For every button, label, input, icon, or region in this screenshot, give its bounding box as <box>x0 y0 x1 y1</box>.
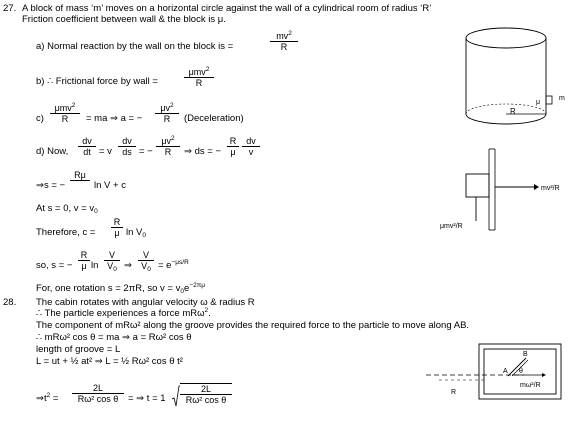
q28-t-prefix: $\Rightarrow t^2$ = <box>36 392 59 404</box>
so-s-d3: V <box>141 261 148 271</box>
so-s-frac2: $\frac{V}{V_0}$ <box>104 250 120 271</box>
q27-part-d-n2: dv <box>122 136 132 146</box>
q27-part-d-d2: ds <box>118 146 136 157</box>
q27-part-d-d3: R <box>156 146 180 157</box>
q27-part-d-frac4 <box>227 136 239 157</box>
force-label: mω²/R <box>520 382 541 389</box>
q27-part-c-den1: R <box>50 113 80 124</box>
force-label-left: μmv²/R <box>440 223 463 230</box>
so-s-arrow: ⇒ <box>124 260 132 271</box>
q27-part-c-den2: R <box>155 113 179 124</box>
theta-label: θ <box>519 368 523 375</box>
q28-t-fraction2 <box>180 383 232 405</box>
cabin-groove-figure <box>424 342 564 402</box>
q27-part-c-fraction1: μmv$^2$ R <box>50 103 80 124</box>
q28-t-fraction1 <box>72 383 124 404</box>
one-rotation-text: For, one rotation s = 2πR, so v = v <box>36 283 181 294</box>
q28-line1: The cabin rotates with angular velocity ω & radius R <box>36 297 255 308</box>
cylinder-bottom-front <box>466 114 546 124</box>
so-s-exponential <box>158 260 189 271</box>
q28-number: 28. <box>3 297 17 308</box>
q27-part-d-frac2 <box>118 136 136 157</box>
one-rotation-line: For, one rotation s = 2πR, so $v = v_0e^{-2\pi\mu}$ <box>36 282 205 295</box>
one-rotation-exp: −2πμ <box>189 282 205 289</box>
q27-text-line2: Friction coefficient between wall & the block is μ. <box>22 14 226 25</box>
q27-part-d-n5: dv <box>246 136 256 146</box>
q28-t-num2: 2L <box>200 384 211 394</box>
q27-part-d-n4: R <box>229 136 237 146</box>
q27-part-d-label: d) Now, <box>36 146 69 157</box>
q27-part-d-eq2: = − <box>139 146 153 157</box>
so-s-frac1 <box>78 250 90 271</box>
constant-c-fraction <box>111 217 123 238</box>
q27-part-a-label: a) Normal reaction by the wall on the block is = <box>36 41 234 52</box>
q27-part-d-frac3: $\frac{\mu v^2}{R}$ <box>156 136 180 157</box>
normal-force-arrowhead <box>534 184 539 190</box>
q28-sqrt-sign <box>172 385 180 407</box>
q27-part-d-d5: v <box>242 146 260 157</box>
force-label-right: mv²/R <box>541 185 560 192</box>
q28-line6: L = ut + ½ at² ⇒ L = ½ Rω² cos θ t² <box>36 356 183 367</box>
q27-part-a-num: mv <box>276 31 289 41</box>
s-expression-suffix: ln V + c <box>94 180 126 191</box>
constant-c-num: R <box>113 217 121 227</box>
q27-text-line1: A block of mass ‘m’ moves on a horizontal circle against the wall of a cylindrical room of radius ‘R’ <box>22 3 432 14</box>
q27-part-d-eq3: ⇒ ds = − <box>184 146 222 157</box>
q28-line4: ∴ mRω² cos θ = ma ⇒ a = Rω² cos θ <box>36 332 192 343</box>
q27-part-b-num: μmv <box>188 67 206 77</box>
q27-part-d-d1: dt <box>78 146 96 157</box>
constant-c-prefix: Therefore, c = <box>36 227 96 238</box>
force-arrowhead <box>542 373 546 377</box>
so-s-prefix: so, s = − <box>36 260 73 271</box>
q27-part-d-d4: μ <box>227 146 239 157</box>
q27-part-b-den: R <box>184 77 214 88</box>
q27-part-c-num2: μv <box>160 103 171 113</box>
q27-part-d-n3: μv <box>161 136 172 146</box>
q27-part-b-label: b) ∴ Frictional force by wall = <box>36 76 158 87</box>
so-s-n3: V <box>142 250 149 260</box>
q27-part-a-den: R <box>270 41 298 52</box>
s-expression-prefix: ⇒s = − <box>36 180 66 191</box>
q27-part-d-frac5 <box>242 136 260 157</box>
radius-r-label: R <box>451 389 457 396</box>
so-s-n1: R <box>80 250 88 260</box>
q28-t-num1: 2L <box>92 383 103 393</box>
groove-line <box>508 358 526 376</box>
constant-c-suffix-text: ln V <box>126 227 143 238</box>
block-in-force-diagram <box>466 174 489 197</box>
q28-line5: length of groove = L <box>36 344 121 355</box>
friction-coefficient-label: μ <box>536 99 541 106</box>
initial-condition: At s = 0, $v = v_0$ <box>36 203 98 215</box>
q27-number: 27. <box>3 3 17 14</box>
q27-part-d-frac1 <box>78 136 96 157</box>
q27-part-c-mid: = ma ⇒ a = − <box>86 113 143 124</box>
cylinder-bottom-back <box>466 104 546 114</box>
constant-c-suffix: $\ln V_0$ <box>126 227 146 239</box>
q27-part-d-n1: dv <box>82 136 92 146</box>
q28-line3: The component of mRω² along the groove provides the required force to the particle to move along AB. <box>36 320 470 331</box>
point-b-label: B <box>523 351 528 358</box>
radius-label: R <box>510 107 516 116</box>
so-s-ln: ln <box>91 260 99 271</box>
q28-line2-text: ∴ The particle experiences a force mRω <box>36 308 205 319</box>
q28-line2: ∴ The particle experiences a force mRω$^2$. <box>36 307 211 319</box>
force-diagram <box>440 145 568 243</box>
so-s-exp-base: = e <box>158 260 172 271</box>
block <box>546 96 552 104</box>
so-s-d2: V <box>107 261 114 271</box>
q27-part-c-label: c) <box>36 113 44 124</box>
so-s-d1: μ <box>78 260 90 271</box>
constant-c-den: μ <box>111 227 123 238</box>
s-expression-num: Rμ <box>74 170 86 180</box>
q28-t-den2: Rω² cos θ <box>180 394 232 405</box>
cylinder-top-ellipse <box>466 28 546 48</box>
cylinder-figure <box>462 22 568 134</box>
q28-t-den1: Rω² cos θ <box>72 393 124 404</box>
q28-t-prefix-text: ⇒t <box>36 393 47 404</box>
so-s-exp-power: −μs/R <box>171 259 189 266</box>
mass-label: m <box>559 95 565 102</box>
q27-part-c-num1: μmv <box>54 103 72 113</box>
q27-part-a-fraction: $\frac{mv^2}{R}$ <box>270 31 298 52</box>
q27-part-c-note: (Deceleration) <box>184 113 244 124</box>
q28-t-mid: = ⇒ t = 1 <box>128 393 166 404</box>
s-expression-fraction <box>70 170 90 190</box>
q27-part-d-eq1: = v <box>99 146 112 157</box>
q27-part-b-fraction: μmv$^2$ R <box>184 67 214 88</box>
q27-part-c-fraction2: $\frac{\mu v^2}{R}$ <box>155 103 179 124</box>
so-s-n2: V <box>108 250 115 260</box>
point-a-label: A <box>503 368 508 375</box>
initial-condition-text: At s = 0, v = v <box>36 203 95 214</box>
so-s-frac3: $\frac{V}{V_0}$ <box>138 250 154 271</box>
